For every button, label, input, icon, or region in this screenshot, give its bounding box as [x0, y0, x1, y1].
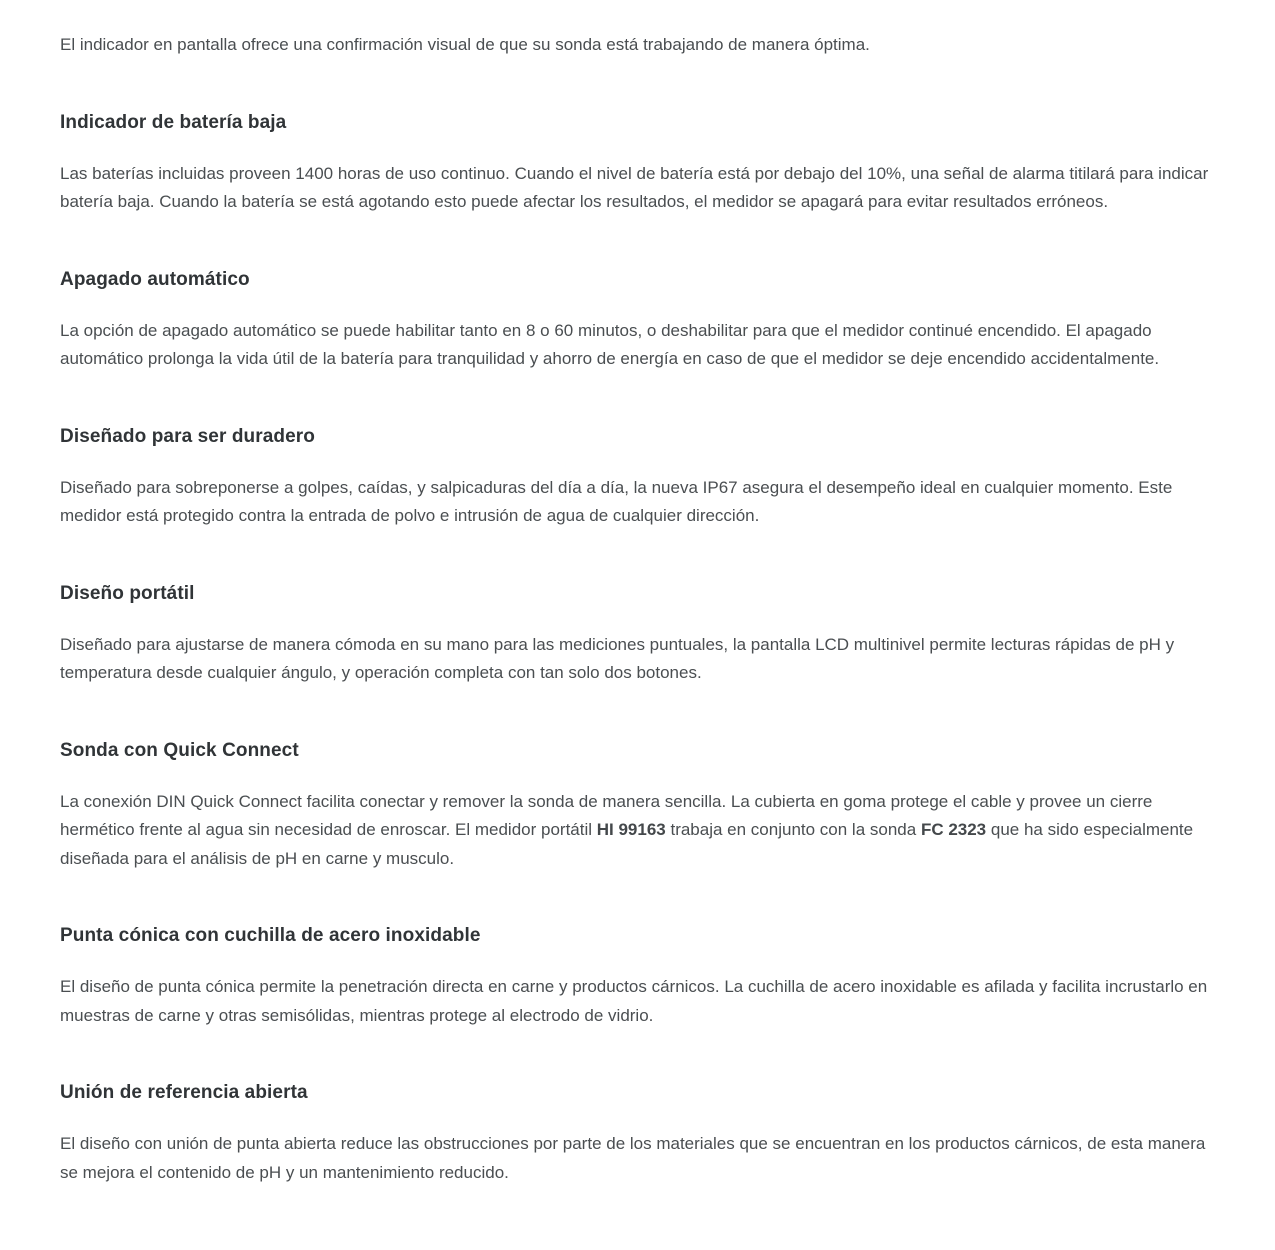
- intro-paragraph: El indicador en pantalla ofrece una confirmación visual de que su sonda está trabajando de manera óptima.: [60, 35, 870, 54]
- section-heading: Diseño portátil: [60, 582, 195, 604]
- section-paragraph: El diseño de punta cónica permite la penetración directa en carne y productos cárnicos. La cuchilla de acero inoxidable es afilada y facilita incrustarlo en muestras de carne y otras semisólidas, mientras protege al electrodo de vidrio.: [60, 977, 1208, 1025]
- section-durable: [60, 425, 1215, 531]
- section-heading: Apagado automático: [60, 268, 250, 290]
- section-paragraph: La opción de apagado automático se puede habilitar tanto en 8 o 60 minutos, o deshabilitar para que el medidor continué encendido. El apagado automático prolonga la vida útil de la batería para tranquilidad y ahorro de energía en caso de que el medidor se deje encendido accidentalmente.: [60, 320, 1160, 368]
- section-heading: Diseñado para ser duradero: [60, 425, 315, 447]
- section-paragraph: Las baterías incluidas proveen 1400 horas de uso continuo. Cuando el nivel de batería está por debajo del 10%, una señal de alarma titilará para indicar batería baja. Cuando la batería se está agotando esto puede afectar los resultados, el medidor se apagará para evitar resultados erróneos.: [60, 163, 1209, 211]
- section-auto-off: [60, 268, 1215, 374]
- section-heading: Punta cónica con cuchilla de acero inoxidable: [60, 925, 481, 946]
- section-low-battery: [60, 111, 1215, 217]
- section-paragraph: Diseñado para ajustarse de manera cómoda en su mano para las mediciones puntuales, la pantalla LCD multinivel permite lecturas rápidas de pH y temperatura desde cualquier ángulo, y operación completa con tan solo dos botones.: [60, 634, 1175, 682]
- section-open-reference-junction: [60, 1081, 1215, 1187]
- section-heading: Unión de referencia abierta: [60, 1082, 308, 1103]
- section-heading: Indicador de batería baja: [60, 111, 287, 133]
- section-portable-design: [60, 582, 1215, 688]
- section-heading: Sonda con Quick Connect: [60, 739, 299, 761]
- section-paragraph: El diseño con unión de punta abierta reduce las obstrucciones por parte de los materiales que se encuentran en los productos cárnicos, de esta manera se mejora el contenido de pH y un mantenimiento reducido.: [60, 1134, 1206, 1182]
- section-quick-connect: [60, 739, 1215, 874]
- section-paragraph: Diseñado para sobreponerse a golpes, caídas, y salpicaduras del día a día, la nueva IP67 asegura el desempeño ideal en cualquier momento. Este medidor está protegido contra la entrada de polvo e intrusión de agua de cualquier dirección.: [60, 477, 1173, 525]
- section-paragraph: La conexión DIN Quick Connect facilita conectar y remover la sonda de manera sencilla. La cubierta en goma protege el cable y provee un cierre hermético frente al agua sin necesidad de enroscar. El medidor portátil HI 99163 trabaja en conjunto con la sonda FC 2323 que ha sido especialmente diseñada para el análisis de pH en carne y musculo.: [60, 791, 1194, 868]
- section-conical-tip: [60, 924, 1215, 1030]
